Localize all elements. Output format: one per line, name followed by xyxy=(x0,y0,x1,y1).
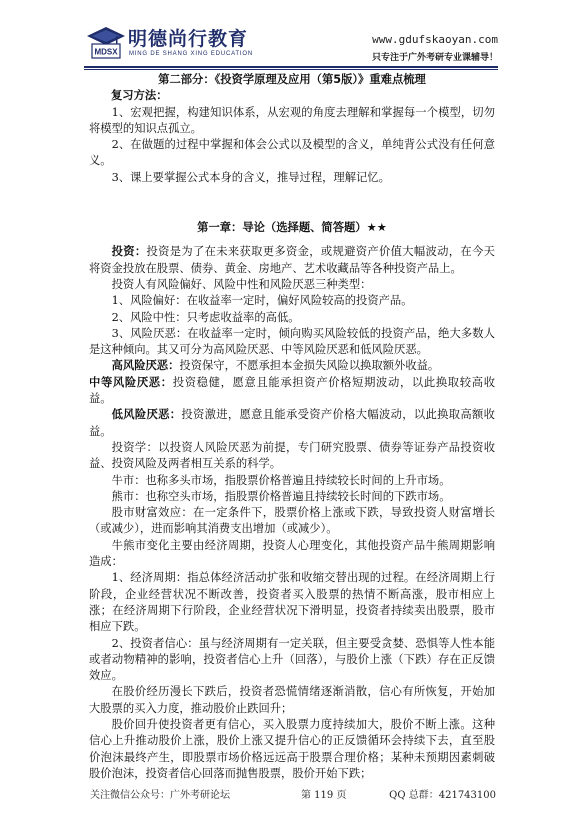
paragraph-economic-cycle: 1、经济周期：指总体经济活动扩张和收缩交替出现的过程。在经济周期上行阶段，企业经营状况不断改善，投资者买入股票的热情不断高涨，股市相应上涨；在经济周期下行阶段，企业经营状况下滑明显，投资者持续卖出股票，股市相应下跌。 xyxy=(89,571,495,634)
paragraph-investor-confidence: 2、投资者信心：虽与经济周期有一定关联，但主要受贪婪、恐惧等人性本能或者动物精神的影响，投资者信心上升（回落），与股价上涨（下跌）存在正反馈效应。 xyxy=(89,636,495,683)
paragraph-cycle-intro: 牛熊市变化主要由经济周期，投资人心理变化，其他投资产品牛熊周期影响造成： xyxy=(89,538,495,569)
paragraph-bull-market: 牛市：也称多头市场，指股票价格普遍且持续较长时间的上升市场。 xyxy=(111,473,451,487)
method-title: 复习方法： xyxy=(111,89,168,103)
paragraph-low-aversion: 低风险厌恶：投资激进，愿意且能承受资产价格大幅波动，以此换取高额收益。 xyxy=(89,408,495,438)
page-content xyxy=(89,72,495,782)
spacer xyxy=(89,186,495,220)
footer-qq: QQ 总群：421743100 xyxy=(389,790,496,801)
brand-name-english: MING DE SHANG XING EDUCATION xyxy=(129,51,253,57)
page-number: 第 119 页 xyxy=(301,790,347,801)
page-header xyxy=(0,0,582,68)
risk-type-item: 3、风险厌恶：在收益率一定时，倾向购买风险较低的投资产品，绝大多数人是这种倾向。其又可分为高风险厌恶、中等风险厌恶和低风险厌恶。 xyxy=(89,326,495,357)
paragraph-high-aversion: 高风险厌恶：投资保守，不愿承担本金损失风险以换取额外收益。 xyxy=(111,359,440,373)
risk-type-item: 1、风险偏好：在收益率一定时，偏好风险较高的投资产品。 xyxy=(111,294,413,308)
method-item: 1、宏观把握，构建知识体系，从宏观的角度去理解和掌握每一个模型，切勿将模型的知识点孤立。 xyxy=(89,105,495,135)
footer-wechat: 关注微信公众号：广外考研论坛 xyxy=(90,790,230,801)
chapter-title: 第一章：导论（选择题、简答题）★★ xyxy=(197,221,387,235)
paragraph-wealth-effect: 股市财富效应：在一定条件下，股票价格上涨或下跌，导致投资人财富增长（或减少），进而影响其消费支出增加（或减少）。 xyxy=(89,506,495,536)
section-title: 第二部分：《投资学原理及应用（第5版）》重难点梳理 xyxy=(158,73,426,86)
paragraph-mid-aversion: 中等风险厌恶：投资稳健，愿意且能承担资产价格短期波动，以此换取较高收益。 xyxy=(89,375,495,406)
brand-logo-icon xyxy=(86,26,126,60)
paragraph-confidence-a: 在股价经历漫长下跌后，投资者恐慌情绪逐渐消散，信心有所恢复，开始加大股票的买入力度，推动股价止跌回升； xyxy=(89,685,495,715)
brand-name: 明德尚行教育 xyxy=(128,28,249,50)
paragraph-bear-market: 熊市：也称空头市场，指股票价格普遍且持续较长时间的下跌市场。 xyxy=(111,489,451,503)
website-url: www.gdufskaoyan.com xyxy=(372,33,498,46)
paragraph-investment: 投资：投资是为了在未来获取更多资金，或规避资产价值大幅波动，在今天将资金投放在股票、债券、黄金、房地产、艺术收藏品等各种投资产品上。 xyxy=(89,245,495,275)
risk-type-item: 2、风险中性：只考虑收益率的高低。 xyxy=(111,310,300,324)
term-investment: 投资： xyxy=(111,245,147,259)
header-divider xyxy=(84,66,498,68)
method-item: 3、课上要掌握公式本身的含义，推导过程，理解记忆。 xyxy=(111,170,390,184)
slogan: 只专注于广外考研专业课辅导！ xyxy=(371,53,498,63)
paragraph-types-intro: 投资人有风险偏好、风险中性和风险厌恶三种类型： xyxy=(111,277,372,291)
paragraph-investment-science: 投资学：以投资人风险厌恶为前提，专门研究股票、债券等证券产品投资收益、投资风险及两者相互关系的科学。 xyxy=(89,440,495,471)
paragraph-confidence-b: 股价回升使投资者更有信心，买入股票力度持续加大，股价不断上涨。这种信心上升推动股价上涨，股价上涨又提升信心的正反馈循环会持续下去，直至股价泡沫最终产生，即股票市场价格远远高于股票合理价格；某种未预期因素刺破股价泡沫，投资者信心回落而抛售股票，股价开始下跌； xyxy=(89,717,495,780)
method-item: 2、在做题的过程中掌握和体会公式以及模型的含义，单纯背公式没有任何意义。 xyxy=(89,138,495,168)
svg-text:MDSX: MDSX xyxy=(94,47,118,57)
header-divider-thin xyxy=(84,69,498,70)
page-footer xyxy=(90,786,496,800)
